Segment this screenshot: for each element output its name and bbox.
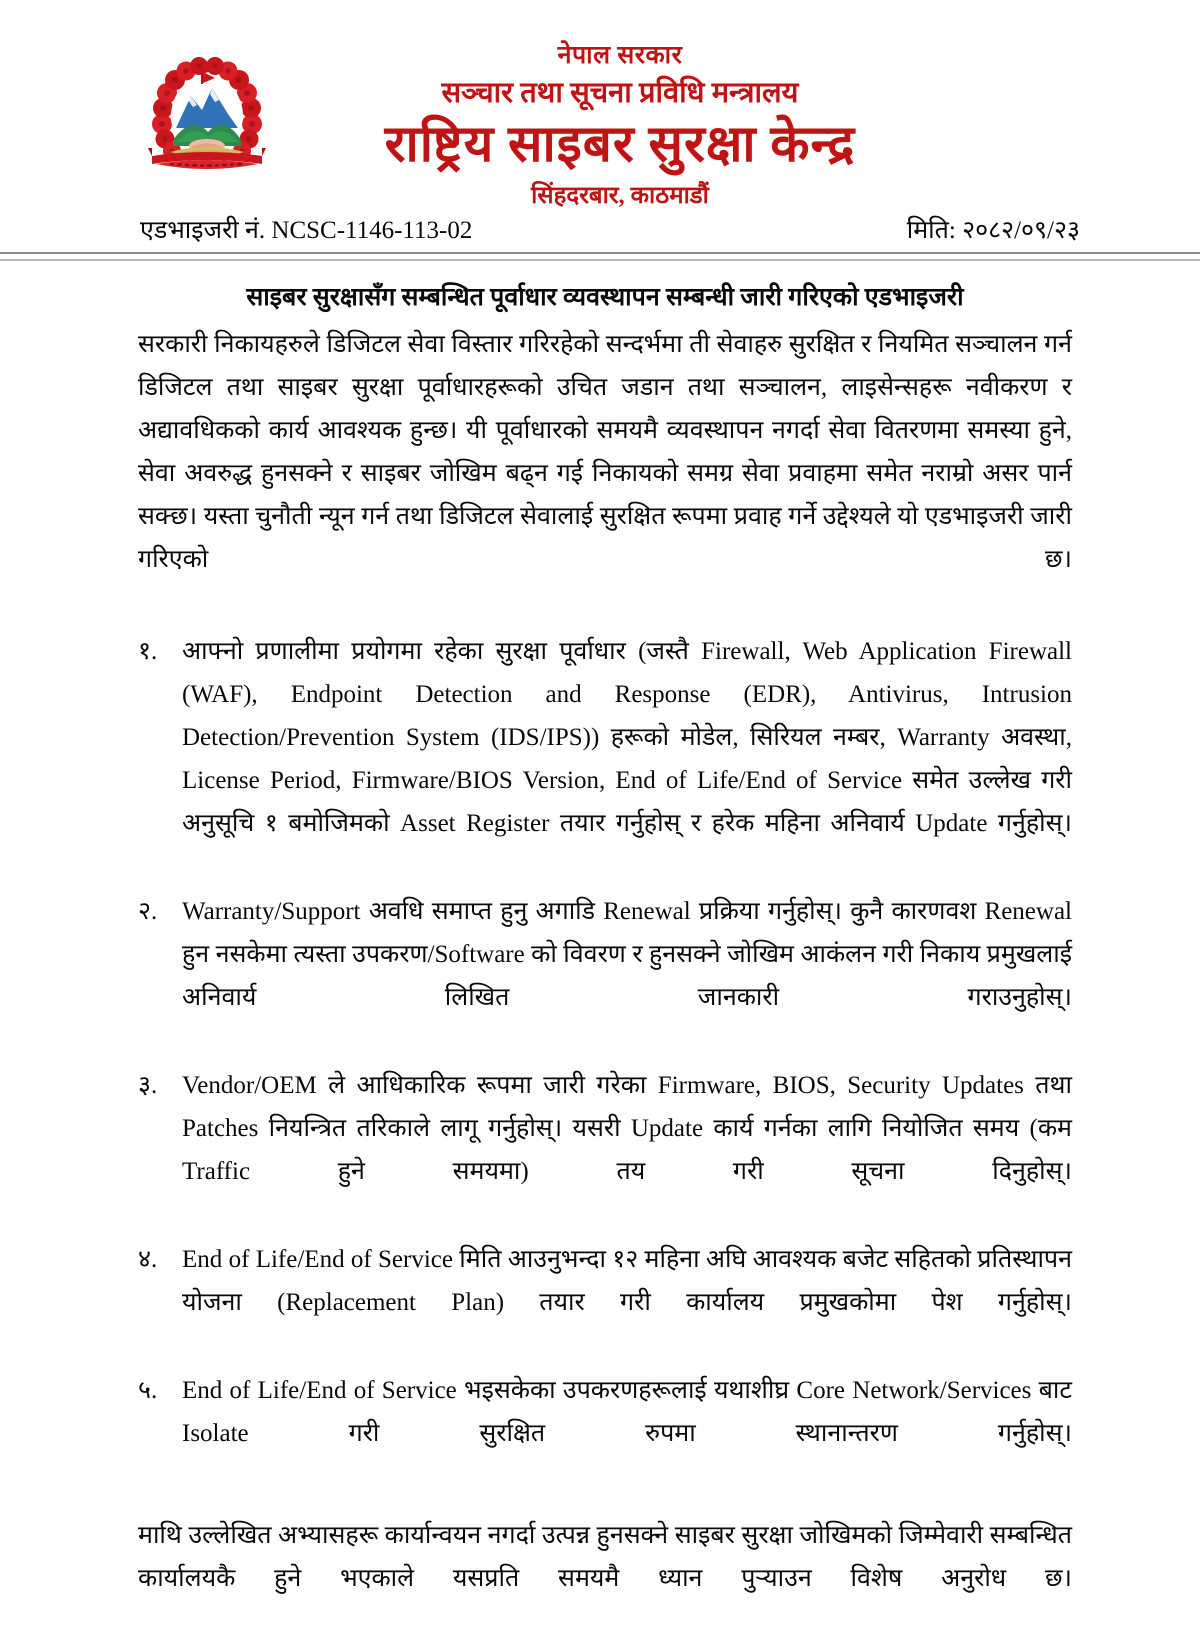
letterhead xyxy=(0,0,1200,209)
closing-section xyxy=(138,1514,1072,1643)
intro-paragraph: सरकारी निकायहरुले डिजिटल सेवा विस्तार गरिरहेको सन्दर्भमा ती सेवाहरु सुरक्षित र नियमित सञ्चालन गर्न डिजिटल तथा साइबर सुरक्षा पूर्वाधारहरूको उचित जडान तथा सञ्चालन, लाइसेन्सहरू नवीकरण र अद्यावधिकको कार्य आवश्यक हुन्छ। यी पूर्वाधारको समयमै व्यवस्थापन नगर्दा सेवा वितरणमा समस्या हुने, सेवा अवरुद्ध हुनसक्ने र साइबर जोखिम बढ्न गई निकायको समग्र सेवा प्रवाहमा समेत नराम्रो असर पार्न सक्छ। यस्ता चुनौती न्यून गर्न तथा डिजिटल सेवालाई सुरक्षित रूपमा प्रवाह गर्ने उद्देश्यले यो एडभाइजरी जारी गरिएको छ। xyxy=(138,330,1072,573)
government-name: नेपाल सरकार xyxy=(557,42,683,69)
advisory-item xyxy=(138,1238,1072,1367)
item-text: Vendor/OEM ले आधिकारिक रूपमा जारी गरेका Firmware, BIOS, Security Updates तथा Patches नियन्त्रित तरिकाले लागू गर्नुहोस्। यसरी Update कार्य गर्नका लागि नियोजित समय (कम Traffic हुने समयमा) तय गरी सूचना दिनुहोस्। xyxy=(182,1071,1072,1185)
item-marker: ३. xyxy=(138,1071,158,1099)
item-text: Warranty/Support अवधि समाप्त हुनु अगाडि Renewal प्रक्रिया गर्नुहोस्। कुनै कारणवश Renewal हुन नसकेमा त्यस्ता उपकरण/Software को विवरण र हुनसक्ने जोखिम आकंलन गरी निकाय प्रमुखलाई अनिवार्य लिखित जानकारी गराउनुहोस्। xyxy=(182,897,1072,1011)
item-text: आफ्नो प्रणालीमा प्रयोगमा रहेका सुरक्षा पूर्वाधार (जस्तै Firewall, Web Application Firewall (WAF), Endpoint Detection and Response (EDR), Antivirus, Intrusion Detection/Prevention System (IDS/IPS)) हरूको मोडेल, सिरियल नम्बर, Warranty अवस्था, License Period, Firmware/BIOS Version, End of Life/End of Service समेत उल्लेख गरी अनुसूचि १ बमोजिमको Asset Register तयार गर्नुहोस् र हरेक महिना अनिवार्य Update गर्नुहोस्। xyxy=(182,637,1072,837)
item-text: End of Life/End of Service मिति आउनुभन्दा १२ महिना अघि आवश्यक बजेट सहितको प्रतिस्थापन योजना (Replacement Plan) तयार गरी कार्यालय प्रमुखकोमा पेश गर्नुहोस्। xyxy=(182,1245,1072,1316)
document-title: साइबर सुरक्षासँग सम्बन्धित पूर्वाधार व्यवस्थापन सम्बन्धी जारी गरिएको एडभाइजरी xyxy=(246,284,964,311)
advisory-items-list xyxy=(138,630,1072,1498)
header-divider-rule xyxy=(0,252,1200,261)
item-marker: २. xyxy=(138,897,158,925)
item-marker: ५. xyxy=(138,1376,158,1404)
ministry-name: सञ्चार तथा सूचना प्रविधि मन्त्रालय xyxy=(441,76,799,109)
advisory-item xyxy=(138,1064,1072,1236)
advisory-item xyxy=(138,630,1072,888)
nepal-coat-of-arms-emblem-icon xyxy=(146,52,268,194)
advisory-date: मिति: २०८२/०९/२३ xyxy=(906,217,1080,244)
advisory-item xyxy=(138,890,1072,1062)
advisory-number: एडभाइजरी नं. NCSC-1146-113-02 xyxy=(140,217,473,244)
item-marker: १. xyxy=(138,637,158,665)
advisory-item xyxy=(138,1369,1072,1498)
item-text: End of Life/End of Service भइसकेका उपकरणहरूलाई यथाशीघ्र Core Network/Services बाट Isolate गरी सुरक्षित रुपमा स्थानान्तरण गर्नुहोस्। xyxy=(182,1376,1072,1447)
item-marker: ४. xyxy=(138,1245,158,1273)
organization-name: राष्ट्रिय साइबर सुरक्षा केन्द्र xyxy=(384,117,856,174)
organization-address: सिंहदरबार, काठमाडौं xyxy=(531,182,709,209)
document-body xyxy=(0,261,1200,1643)
closing-paragraph: माथि उल्लेखित अभ्यासहरू कार्यान्वयन नगर्दा उत्पन्न हुनसक्ने साइबर सुरक्षा जोखिमको जिम्मेवारी सम्बन्धित कार्यालयकै हुने भएकाले यसप्रति समयमै ध्यान पुर्‍याउन विशेष अनुरोध छ। xyxy=(138,1521,1072,1592)
